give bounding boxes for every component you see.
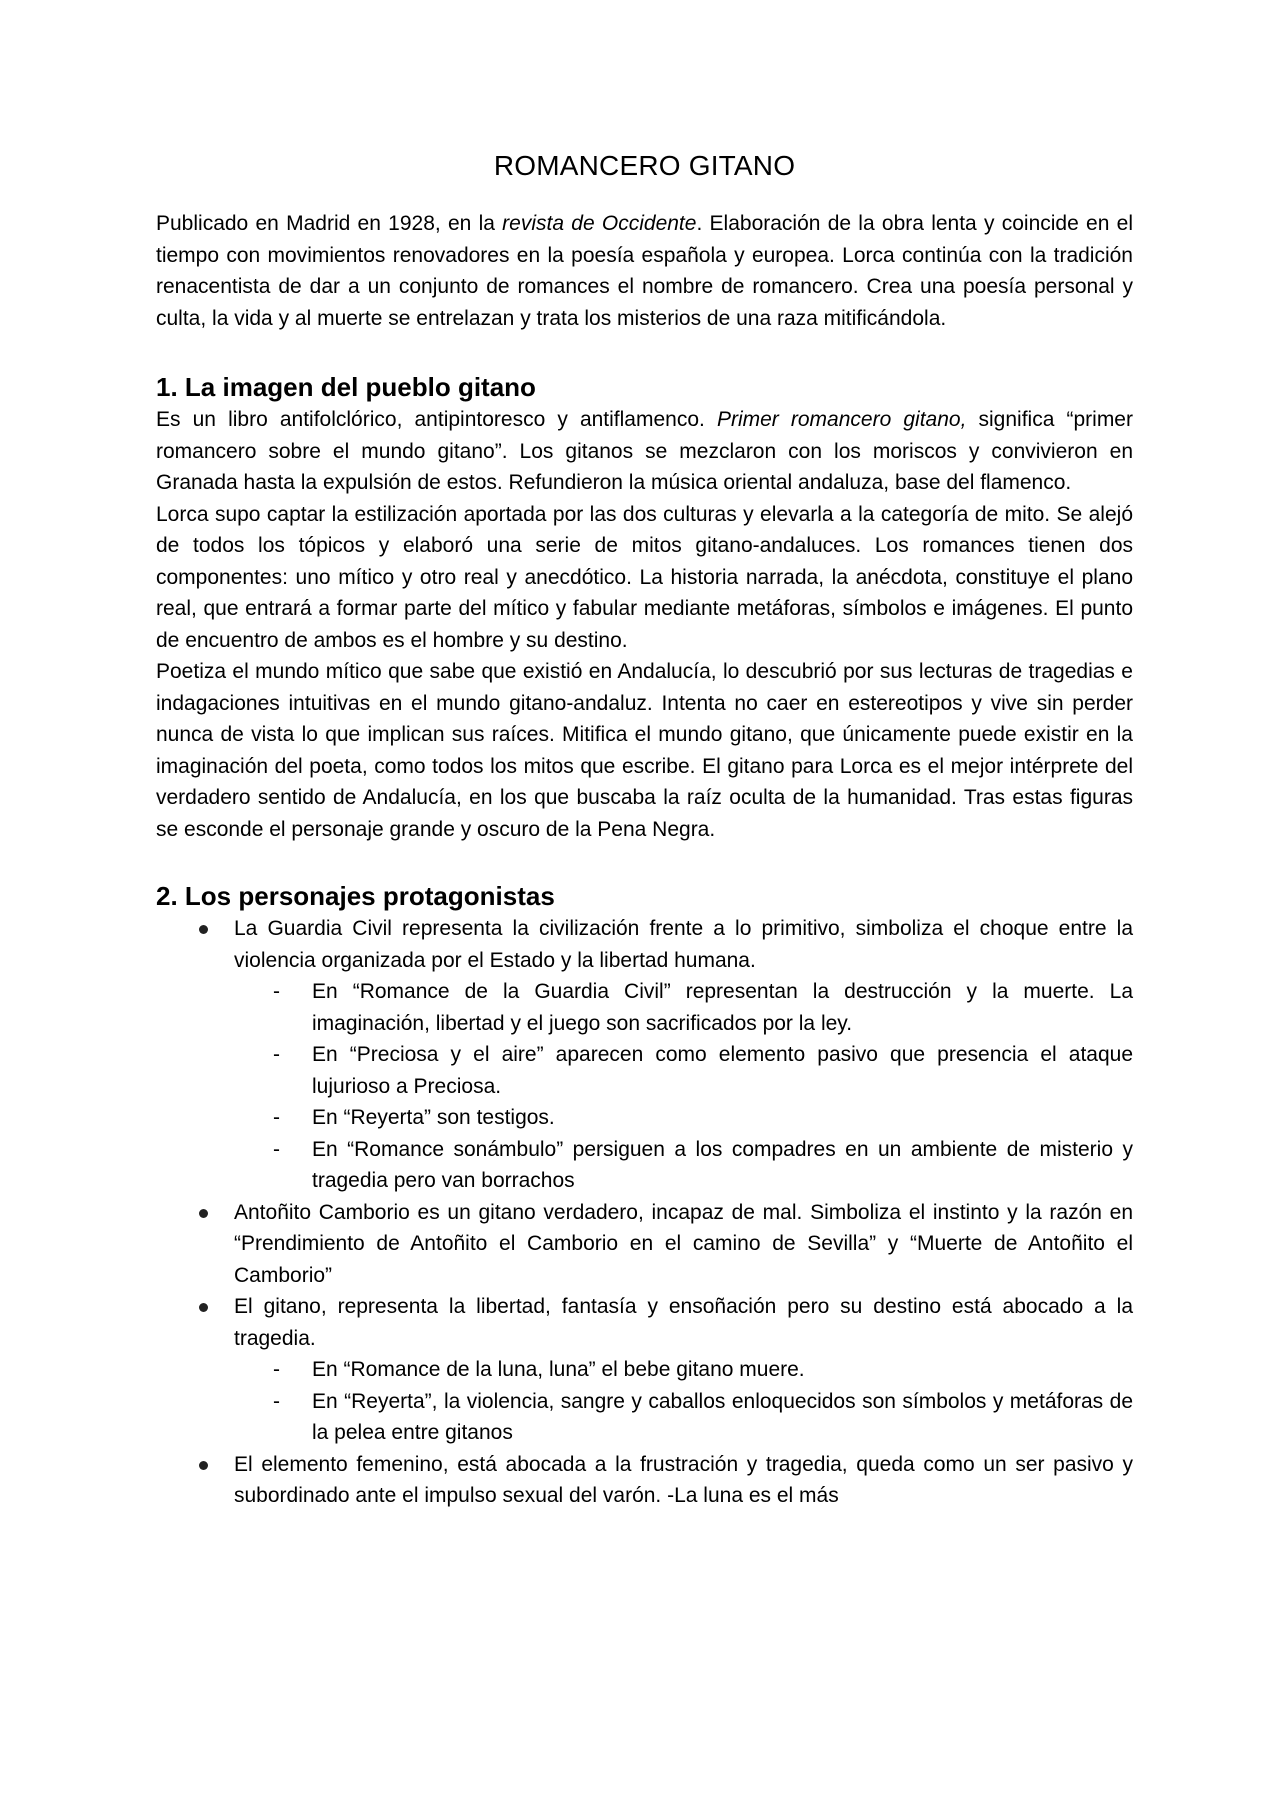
sub-list-item bbox=[234, 1386, 1133, 1449]
bullet-icon bbox=[199, 1209, 208, 1218]
list-item bbox=[156, 1291, 1133, 1449]
dash-icon: - bbox=[273, 980, 280, 1003]
list-item-text: El elemento femenino, está abocada a la frustración y tragedia, queda como un ser pasivo y subordinado ante el impulso sexual del varón. -La luna es el más bbox=[234, 1452, 1133, 1507]
document-page bbox=[156, 150, 1133, 1512]
dash-icon: - bbox=[273, 1043, 280, 1066]
section-1-p1-italic: Primer romancero gitano, bbox=[716, 408, 967, 431]
dash-icon: - bbox=[273, 1106, 280, 1129]
section-1-heading: 1. La imagen del pueblo gitano bbox=[156, 372, 536, 402]
sub-list-item-text: En “Reyerta” son testigos. bbox=[312, 1106, 555, 1129]
dash-icon: - bbox=[273, 1389, 280, 1413]
sub-list-item-text: En “Reyerta”, la violencia, sangre y caballos enloquecidos son símbolos y metáforas de la pelea entre gitanos bbox=[312, 1389, 1133, 1444]
bullet-icon bbox=[199, 925, 208, 934]
sub-list-item bbox=[234, 1134, 1133, 1197]
section-1-p1-end: significa “primer romancero sobre el mundo gitano”. Los gitanos se mezclaron con los moriscos y convivieron en Granada hasta la expulsión de estos. Refundieron la música oriental andaluza, base del flamenco. bbox=[156, 408, 1133, 494]
sub-list bbox=[234, 976, 1133, 1197]
intro-paragraph bbox=[156, 208, 1133, 334]
intro-italic-title: revista de Occidente bbox=[502, 212, 697, 235]
section-1-paragraph-1 bbox=[156, 404, 1133, 499]
character-list bbox=[156, 913, 1133, 1512]
list-item-text: La Guardia Civil representa la civilización frente a lo primitivo, simboliza el choque entre la violencia organizada por el Estado y la libertad humana. bbox=[234, 917, 1133, 972]
sub-list-item bbox=[234, 1102, 1133, 1134]
section-1-p1-start: Es un libro antifolclórico, antipintoresco y antiflamenco. bbox=[156, 408, 717, 431]
list-item bbox=[156, 1197, 1133, 1292]
bullet-icon bbox=[199, 1303, 208, 1312]
sub-list bbox=[234, 1354, 1133, 1449]
list-item-text: El gitano, representa la libertad, fantasía y ensoñación pero su destino está abocado a la tragedia. bbox=[234, 1295, 1133, 1350]
dash-icon: - bbox=[273, 1358, 280, 1381]
sub-list-item-text: En “Romance sonámbulo” persiguen a los compadres en un ambiente de misterio y tragedia pero van borrachos bbox=[312, 1137, 1133, 1192]
section-1-paragraph-3: Poetiza el mundo mítico que sabe que existió en Andalucía, lo descubrió por sus lecturas de tragedias e indagaciones intuitivas en el mundo gitano-andaluz. Intenta no caer en estereotipos y vive sin perder nunca de vista lo que implican sus raíces. Mitifica el mundo gitano, que únicamente puede existir en la imaginación del poeta, como todos los mitos que escribe. El gitano para Lorca es el mejor intérprete del verdadero sentido de Andalucía, en los que buscaba la raíz oculta de la humanidad. Tras estas figuras se esconde el personaje grande y oscuro de la Pena Negra. bbox=[156, 660, 1133, 841]
intro-text-start: Publicado en Madrid en 1928, en la bbox=[156, 212, 503, 235]
intro-text-end: . Elaboración de la obra lenta y coincide en el tiempo con movimientos renovadores en la poesía española y europea. Lorca continúa con la tradición renacentista de dar a un conjunto de romances el nombre de romancero. Crea una poesía personal y culta, la vida y al muerte se entrelazan y trata los misterios de una raza mitificándola. bbox=[156, 212, 1133, 330]
sub-list-item-text: En “Romance de la Guardia Civil” representan la destrucción y la muerte. La imaginación, libertad y el juego son sacrificados por la ley. bbox=[312, 980, 1133, 1035]
dash-icon: - bbox=[273, 1137, 280, 1161]
sub-list-item-text: En “Preciosa y el aire” aparecen como elemento pasivo que presencia el ataque lujurioso a Preciosa. bbox=[312, 1043, 1133, 1098]
list-item bbox=[156, 913, 1133, 1197]
sub-list-item bbox=[234, 976, 1133, 1039]
section-2-heading: 2. Los personajes protagonistas bbox=[156, 881, 555, 911]
section-1-paragraph-2: Lorca supo captar la estilización aportada por las dos culturas y elevarla a la categoría de mito. Se alejó de todos los tópicos y elaboró una serie de mitos gitano-andaluces. Los romances tienen dos componentes: uno mítico y otro real y anecdótico. La historia narrada, la anécdota, constituye el plano real, que entrará a formar parte del mítico y fabular mediante metáforas, símbolos e imágenes. El punto de encuentro de ambos es el hombre y su destino. bbox=[156, 502, 1133, 652]
list-item bbox=[156, 1449, 1133, 1512]
sub-list-item bbox=[234, 1354, 1133, 1386]
sub-list-item-text: En “Romance de la luna, luna” el bebe gitano muere. bbox=[312, 1358, 805, 1381]
document-title: ROMANCERO GITANO bbox=[493, 150, 796, 181]
sub-list-item bbox=[234, 1039, 1133, 1102]
list-item-text: Antoñito Camborio es un gitano verdadero, incapaz de mal. Simboliza el instinto y la razón en “Prendimiento de Antoñito el Camborio en el camino de Sevilla” y “Muerte de Antoñito el Camborio” bbox=[234, 1200, 1133, 1287]
bullet-icon bbox=[199, 1461, 208, 1470]
